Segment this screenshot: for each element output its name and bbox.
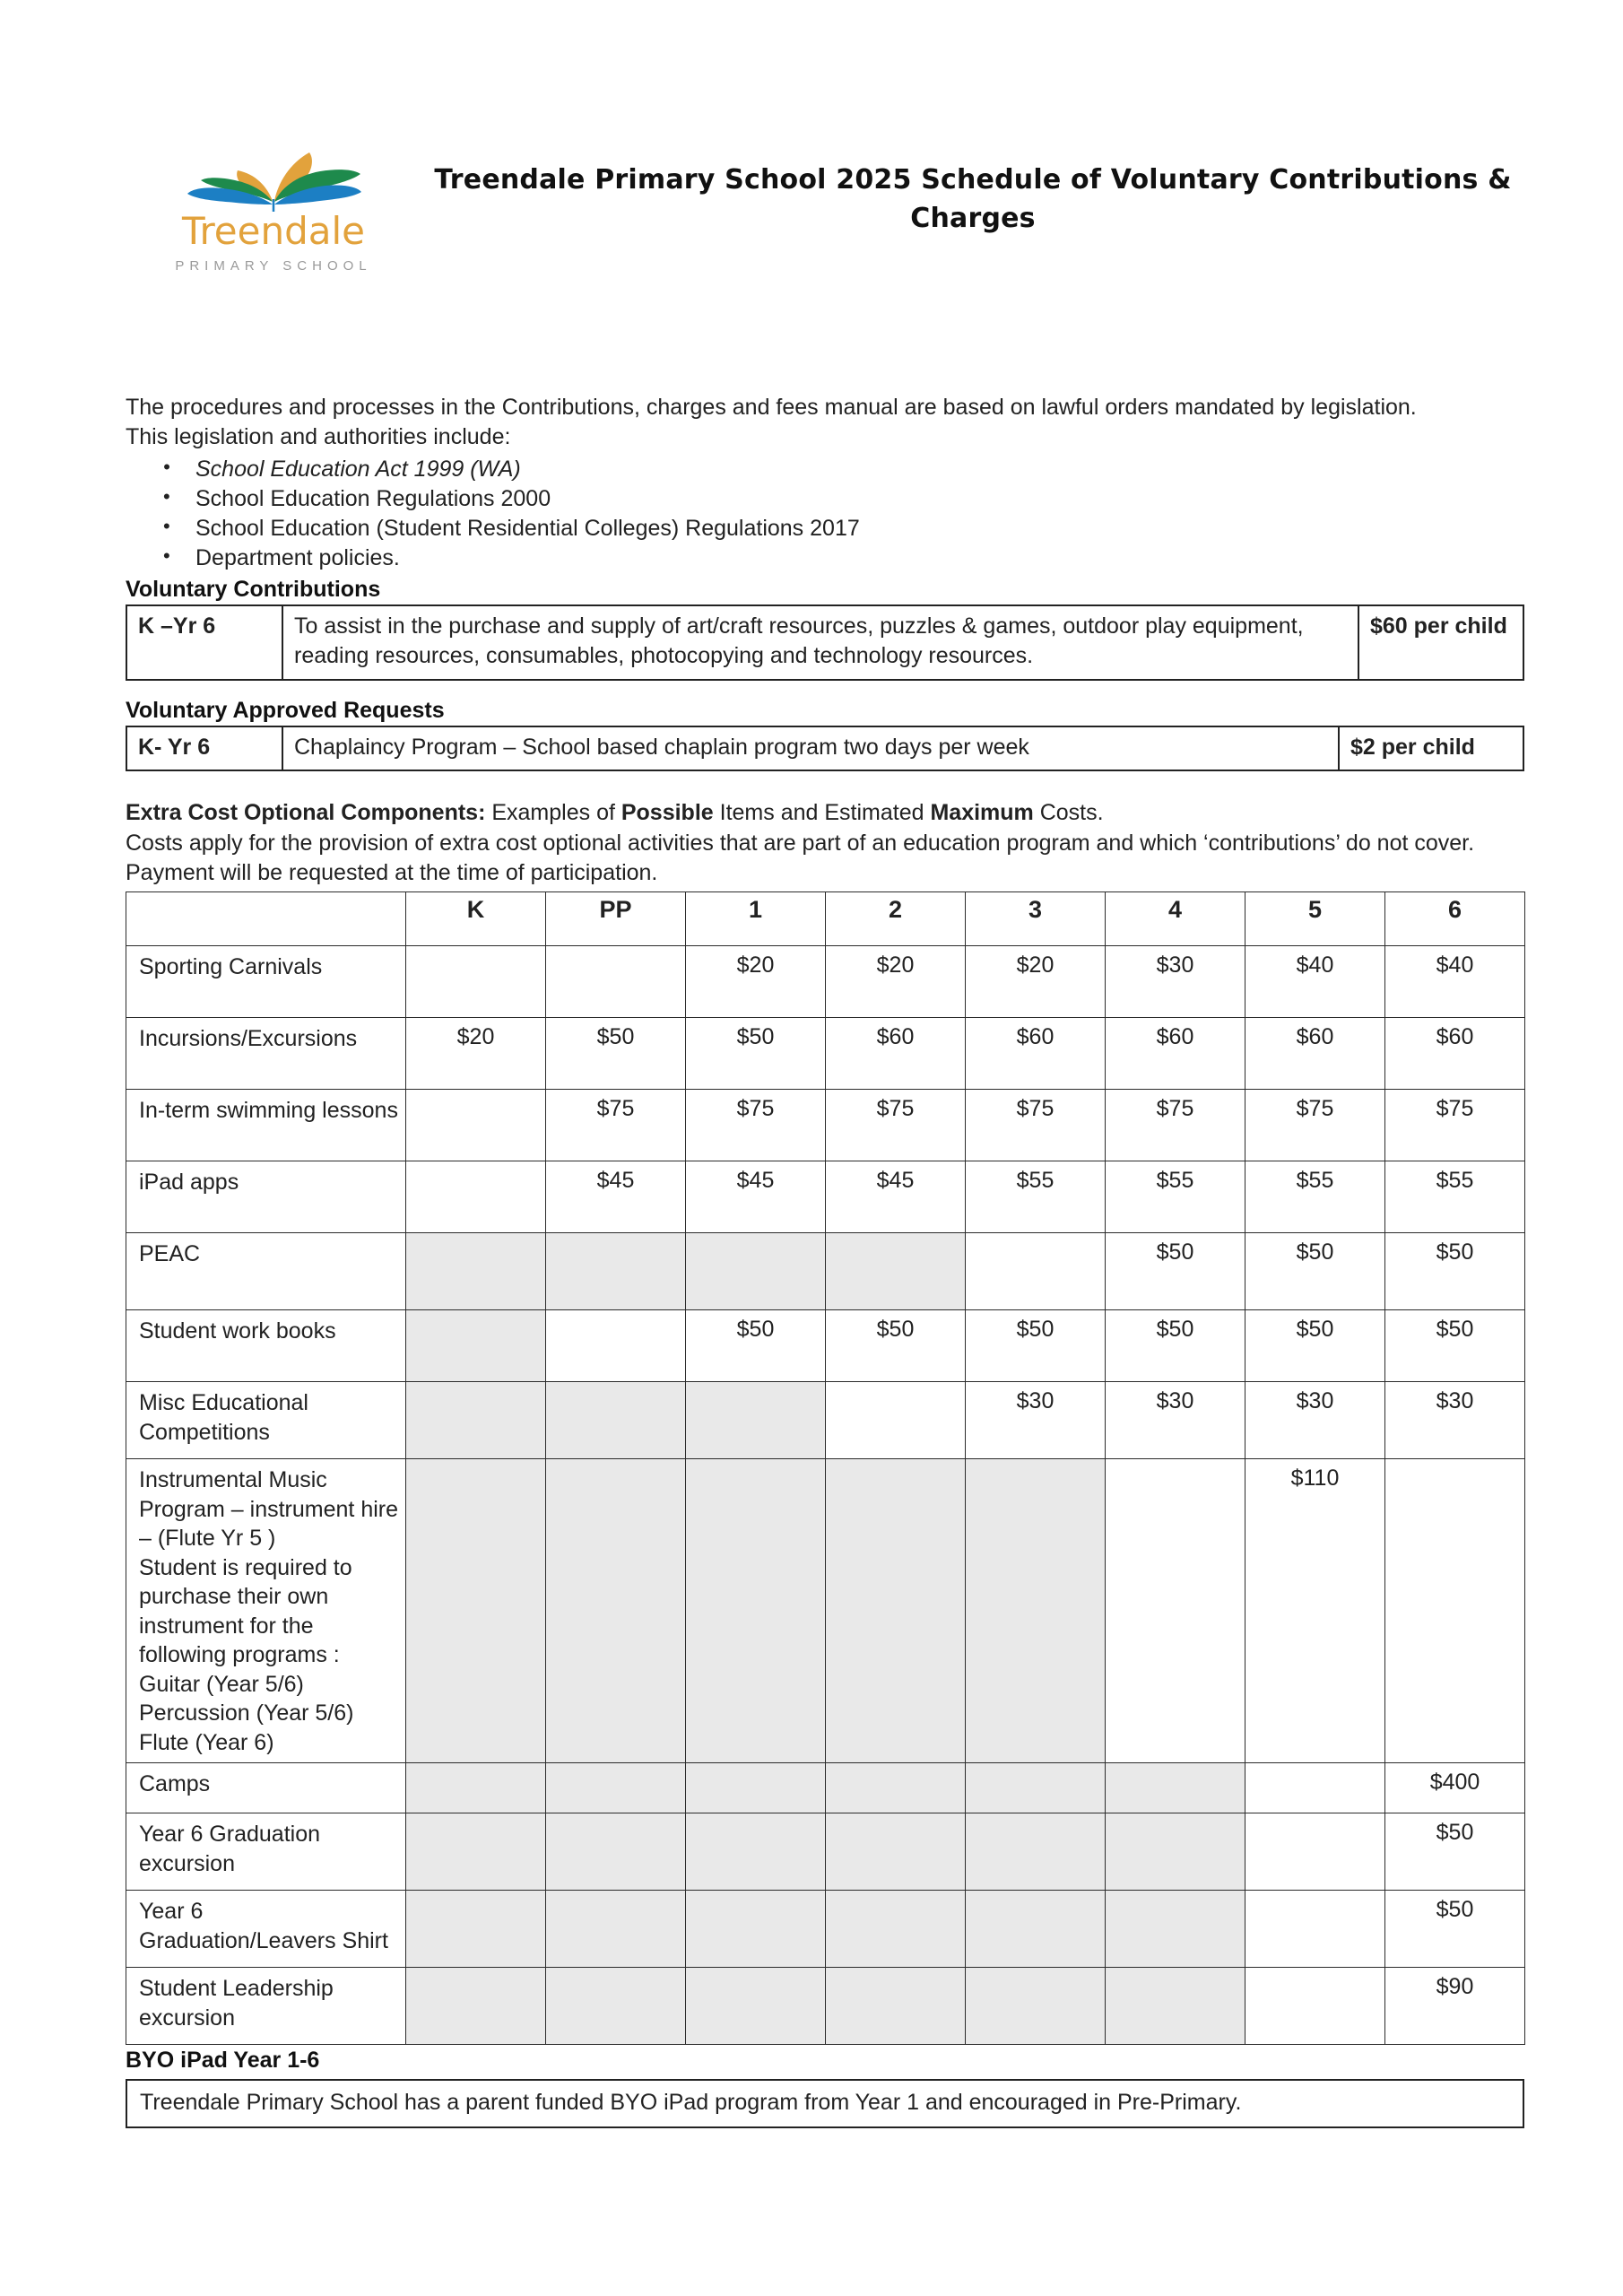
value-cell: $50 [1106, 1310, 1245, 1382]
value-cell: $60 [966, 1018, 1106, 1090]
open-book-logo-icon [184, 147, 363, 212]
value-cell [1245, 1763, 1385, 1813]
value-cell: $50 [1245, 1310, 1385, 1382]
table-row [126, 1090, 1525, 1161]
value-cell [1106, 1891, 1245, 1968]
value-cell [826, 1459, 966, 1763]
value-cell: $60 [1245, 1018, 1385, 1090]
value-cell [686, 1813, 826, 1891]
legislation-list [126, 455, 1526, 574]
value-cell: $55 [1106, 1161, 1245, 1233]
value-cell: $50 [686, 1310, 826, 1382]
value-cell: $50 [1245, 1233, 1385, 1310]
value-cell [546, 1382, 686, 1459]
value-cell [826, 1891, 966, 1968]
value-cell: $50 [1385, 1310, 1525, 1382]
value-cell [406, 1813, 546, 1891]
value-cell: $20 [406, 1018, 546, 1090]
value-cell [1245, 1891, 1385, 1968]
value-cell [966, 1233, 1106, 1310]
table-row [126, 1968, 1525, 2045]
table-header [126, 892, 1525, 946]
extra-cost-text-1: Examples of [485, 800, 621, 826]
value-cell [546, 1459, 686, 1763]
value-cell [826, 1763, 966, 1813]
value-cell: $75 [966, 1090, 1106, 1161]
row-label: Student Leadership excursion [126, 1968, 406, 2045]
value-cell [406, 946, 546, 1018]
value-cell [406, 1310, 546, 1382]
row-label: Sporting Carnivals [126, 946, 406, 1018]
value-cell [406, 1161, 546, 1233]
value-cell: $90 [1385, 1968, 1525, 2045]
value-cell: $45 [546, 1161, 686, 1233]
byo-ipad-heading: BYO iPad Year 1-6 [126, 2048, 320, 2073]
voluntary-contributions-table [126, 604, 1524, 681]
value-cell: $30 [1106, 946, 1245, 1018]
column-header-5: 5 [1245, 892, 1385, 946]
row-label: Instrumental Music Program – instrument hire – (Flute Yr 5 ) Student is required to purchase their own instrument for the following programs : Guitar (Year 5/6) Percussion (Year 5/6) Flute (Year 6) [126, 1459, 406, 1763]
value-cell: $45 [826, 1161, 966, 1233]
value-cell: $50 [686, 1018, 826, 1090]
row-label: Year 6 Graduation excursion [126, 1813, 406, 1891]
column-header-blank [126, 892, 406, 946]
spacer [126, 771, 1526, 798]
value-cell: $20 [826, 946, 966, 1018]
value-cell [1245, 1813, 1385, 1891]
column-header-pp: PP [546, 892, 686, 946]
value-cell: $400 [1385, 1763, 1525, 1813]
row-label: iPad apps [126, 1161, 406, 1233]
value-cell: $60 [1106, 1018, 1245, 1090]
value-cell [1106, 1459, 1245, 1763]
possible-emphasis: Possible [621, 800, 714, 826]
value-cell [546, 1968, 686, 2045]
extra-cost-body: Costs apply for the provision of extra cost optional activities that are part of an education program and which ‘contributions’ do not cover. Payment will be requested at the time of participation. [126, 830, 1475, 885]
row-label: Incursions/Excursions [126, 1018, 406, 1090]
value-cell [546, 1891, 686, 1968]
value-cell [966, 1459, 1106, 1763]
table-row [126, 1233, 1525, 1310]
value-cell: $55 [1385, 1161, 1525, 1233]
value-cell [1245, 1968, 1385, 2045]
extra-cost-text-3: Costs. [1033, 800, 1104, 826]
row-label: Misc Educational Competitions [126, 1382, 406, 1459]
intro-paragraph: The procedures and processes in the Contributions, charges and fees manual are based on lawful orders mandated by legislation. [126, 395, 1417, 420]
value-cell: $40 [1385, 946, 1525, 1018]
value-cell [826, 1233, 966, 1310]
value-cell [686, 1459, 826, 1763]
value-cell [1385, 1459, 1525, 1763]
table-row [126, 1763, 1525, 1813]
value-cell [546, 1813, 686, 1891]
value-cell: $55 [966, 1161, 1106, 1233]
row-label: Student work books [126, 1310, 406, 1382]
table-row [126, 1459, 1525, 1763]
row-label: In-term swimming lessons [126, 1090, 406, 1161]
value-cell [686, 1891, 826, 1968]
year-range-cell: K- Yr 6 [126, 726, 282, 770]
value-cell: $50 [1106, 1233, 1245, 1310]
value-cell [1106, 1968, 1245, 2045]
value-cell: $50 [826, 1310, 966, 1382]
value-cell: $40 [1245, 946, 1385, 1018]
value-cell: $55 [1245, 1161, 1385, 1233]
logo-tagline: PRIMARY SCHOOL [175, 258, 372, 274]
value-cell: $20 [686, 946, 826, 1018]
document-header [126, 135, 1524, 274]
value-cell: $75 [826, 1090, 966, 1161]
value-cell [686, 1233, 826, 1310]
value-cell [406, 1382, 546, 1459]
column-header-k: K [406, 892, 546, 946]
maximum-emphasis: Maximum [930, 800, 1034, 826]
value-cell [966, 1763, 1106, 1813]
table-row [126, 1813, 1525, 1891]
value-cell [546, 946, 686, 1018]
column-header-1: 1 [686, 892, 826, 946]
value-cell [966, 1891, 1106, 1968]
value-cell [406, 1459, 546, 1763]
value-cell: $30 [1385, 1382, 1525, 1459]
value-cell [826, 1968, 966, 2045]
column-header-3: 3 [966, 892, 1106, 946]
logo-wordmark: Treendale [181, 209, 366, 253]
value-cell: $75 [1245, 1090, 1385, 1161]
value-cell [966, 1813, 1106, 1891]
list-item: • School Education Act 1999 (WA) [195, 455, 1526, 484]
value-cell: $75 [686, 1090, 826, 1161]
description-cell: Chaplaincy Program – School based chaplain program two days per week [282, 726, 1339, 770]
value-cell [686, 1382, 826, 1459]
amount-cell: $60 per child [1358, 605, 1523, 680]
value-cell [686, 1763, 826, 1813]
value-cell [406, 1891, 546, 1968]
table-header-row [126, 892, 1525, 946]
row-label: Camps [126, 1763, 406, 1813]
school-logo [126, 135, 421, 274]
value-cell [826, 1382, 966, 1459]
page-title: Treendale Primary School 2025 Schedule of Voluntary Contributions & Charges [434, 164, 1512, 234]
value-cell [406, 1090, 546, 1161]
value-cell: $45 [686, 1161, 826, 1233]
extra-cost-text-2: Items and Estimated [713, 800, 931, 826]
value-cell: $75 [1385, 1090, 1525, 1161]
table-row [126, 946, 1525, 1018]
byo-ipad-text: Treendale Primary School has a parent funded BYO iPad program from Year 1 and encouraged in Pre-Primary. [126, 2080, 1523, 2127]
extra-cost-components-table [126, 891, 1525, 2045]
table-row [126, 1161, 1525, 1233]
value-cell [406, 1233, 546, 1310]
table-row [126, 1891, 1525, 1968]
value-cell: $30 [1106, 1382, 1245, 1459]
value-cell: $75 [1106, 1090, 1245, 1161]
value-cell [1106, 1763, 1245, 1813]
value-cell [406, 1968, 546, 2045]
value-cell: $50 [546, 1018, 686, 1090]
document-body [126, 393, 1526, 2128]
value-cell: $110 [1245, 1459, 1385, 1763]
table-row [126, 726, 1523, 770]
value-cell: $60 [826, 1018, 966, 1090]
value-cell: $75 [546, 1090, 686, 1161]
column-header-2: 2 [826, 892, 966, 946]
table-row [126, 1310, 1525, 1382]
list-item: • Department policies. [195, 544, 1526, 573]
row-label: PEAC [126, 1233, 406, 1310]
column-header-4: 4 [1106, 892, 1245, 946]
table-row [126, 605, 1523, 680]
value-cell: $50 [966, 1310, 1106, 1382]
value-cell: $20 [966, 946, 1106, 1018]
spacer [126, 681, 1526, 695]
value-cell [406, 1763, 546, 1813]
value-cell [966, 1968, 1106, 2045]
year-range-cell: K –Yr 6 [126, 605, 282, 680]
value-cell [546, 1233, 686, 1310]
list-item: • School Education Regulations 2000 [195, 484, 1526, 514]
description-cell: To assist in the purchase and supply of art/craft resources, puzzles & games, outdoor play equipment, reading resources, consumables, photocopying and technology resources. [282, 605, 1358, 680]
voluntary-approved-requests-heading: Voluntary Approved Requests [126, 697, 445, 723]
column-header-6: 6 [1385, 892, 1525, 946]
extra-cost-label: Extra Cost Optional Components: [126, 800, 486, 826]
value-cell [546, 1763, 686, 1813]
list-item: • School Education (Student Residential Colleges) Regulations 2017 [195, 514, 1526, 544]
value-cell: $60 [1385, 1018, 1525, 1090]
voluntary-contributions-heading: Voluntary Contributions [126, 576, 381, 602]
amount-cell: $2 per child [1339, 726, 1523, 770]
row-label: Year 6 Graduation/Leavers Shirt [126, 1891, 406, 1968]
legislation-lead-in: This legislation and authorities include: [126, 424, 511, 450]
value-cell: $50 [1385, 1233, 1525, 1310]
value-cell [546, 1310, 686, 1382]
table-row [126, 1382, 1525, 1459]
byo-ipad-table [126, 2079, 1524, 2128]
extra-cost-heading [126, 798, 1526, 828]
value-cell [686, 1968, 826, 2045]
value-cell: $50 [1385, 1891, 1525, 1968]
voluntary-approved-requests-table [126, 726, 1524, 771]
table-row [126, 2080, 1523, 2127]
value-cell: $30 [966, 1382, 1106, 1459]
value-cell [826, 1813, 966, 1891]
table-body [126, 946, 1525, 2045]
value-cell: $50 [1385, 1813, 1525, 1891]
value-cell [1106, 1813, 1245, 1891]
value-cell: $30 [1245, 1382, 1385, 1459]
table-row [126, 1018, 1525, 1090]
